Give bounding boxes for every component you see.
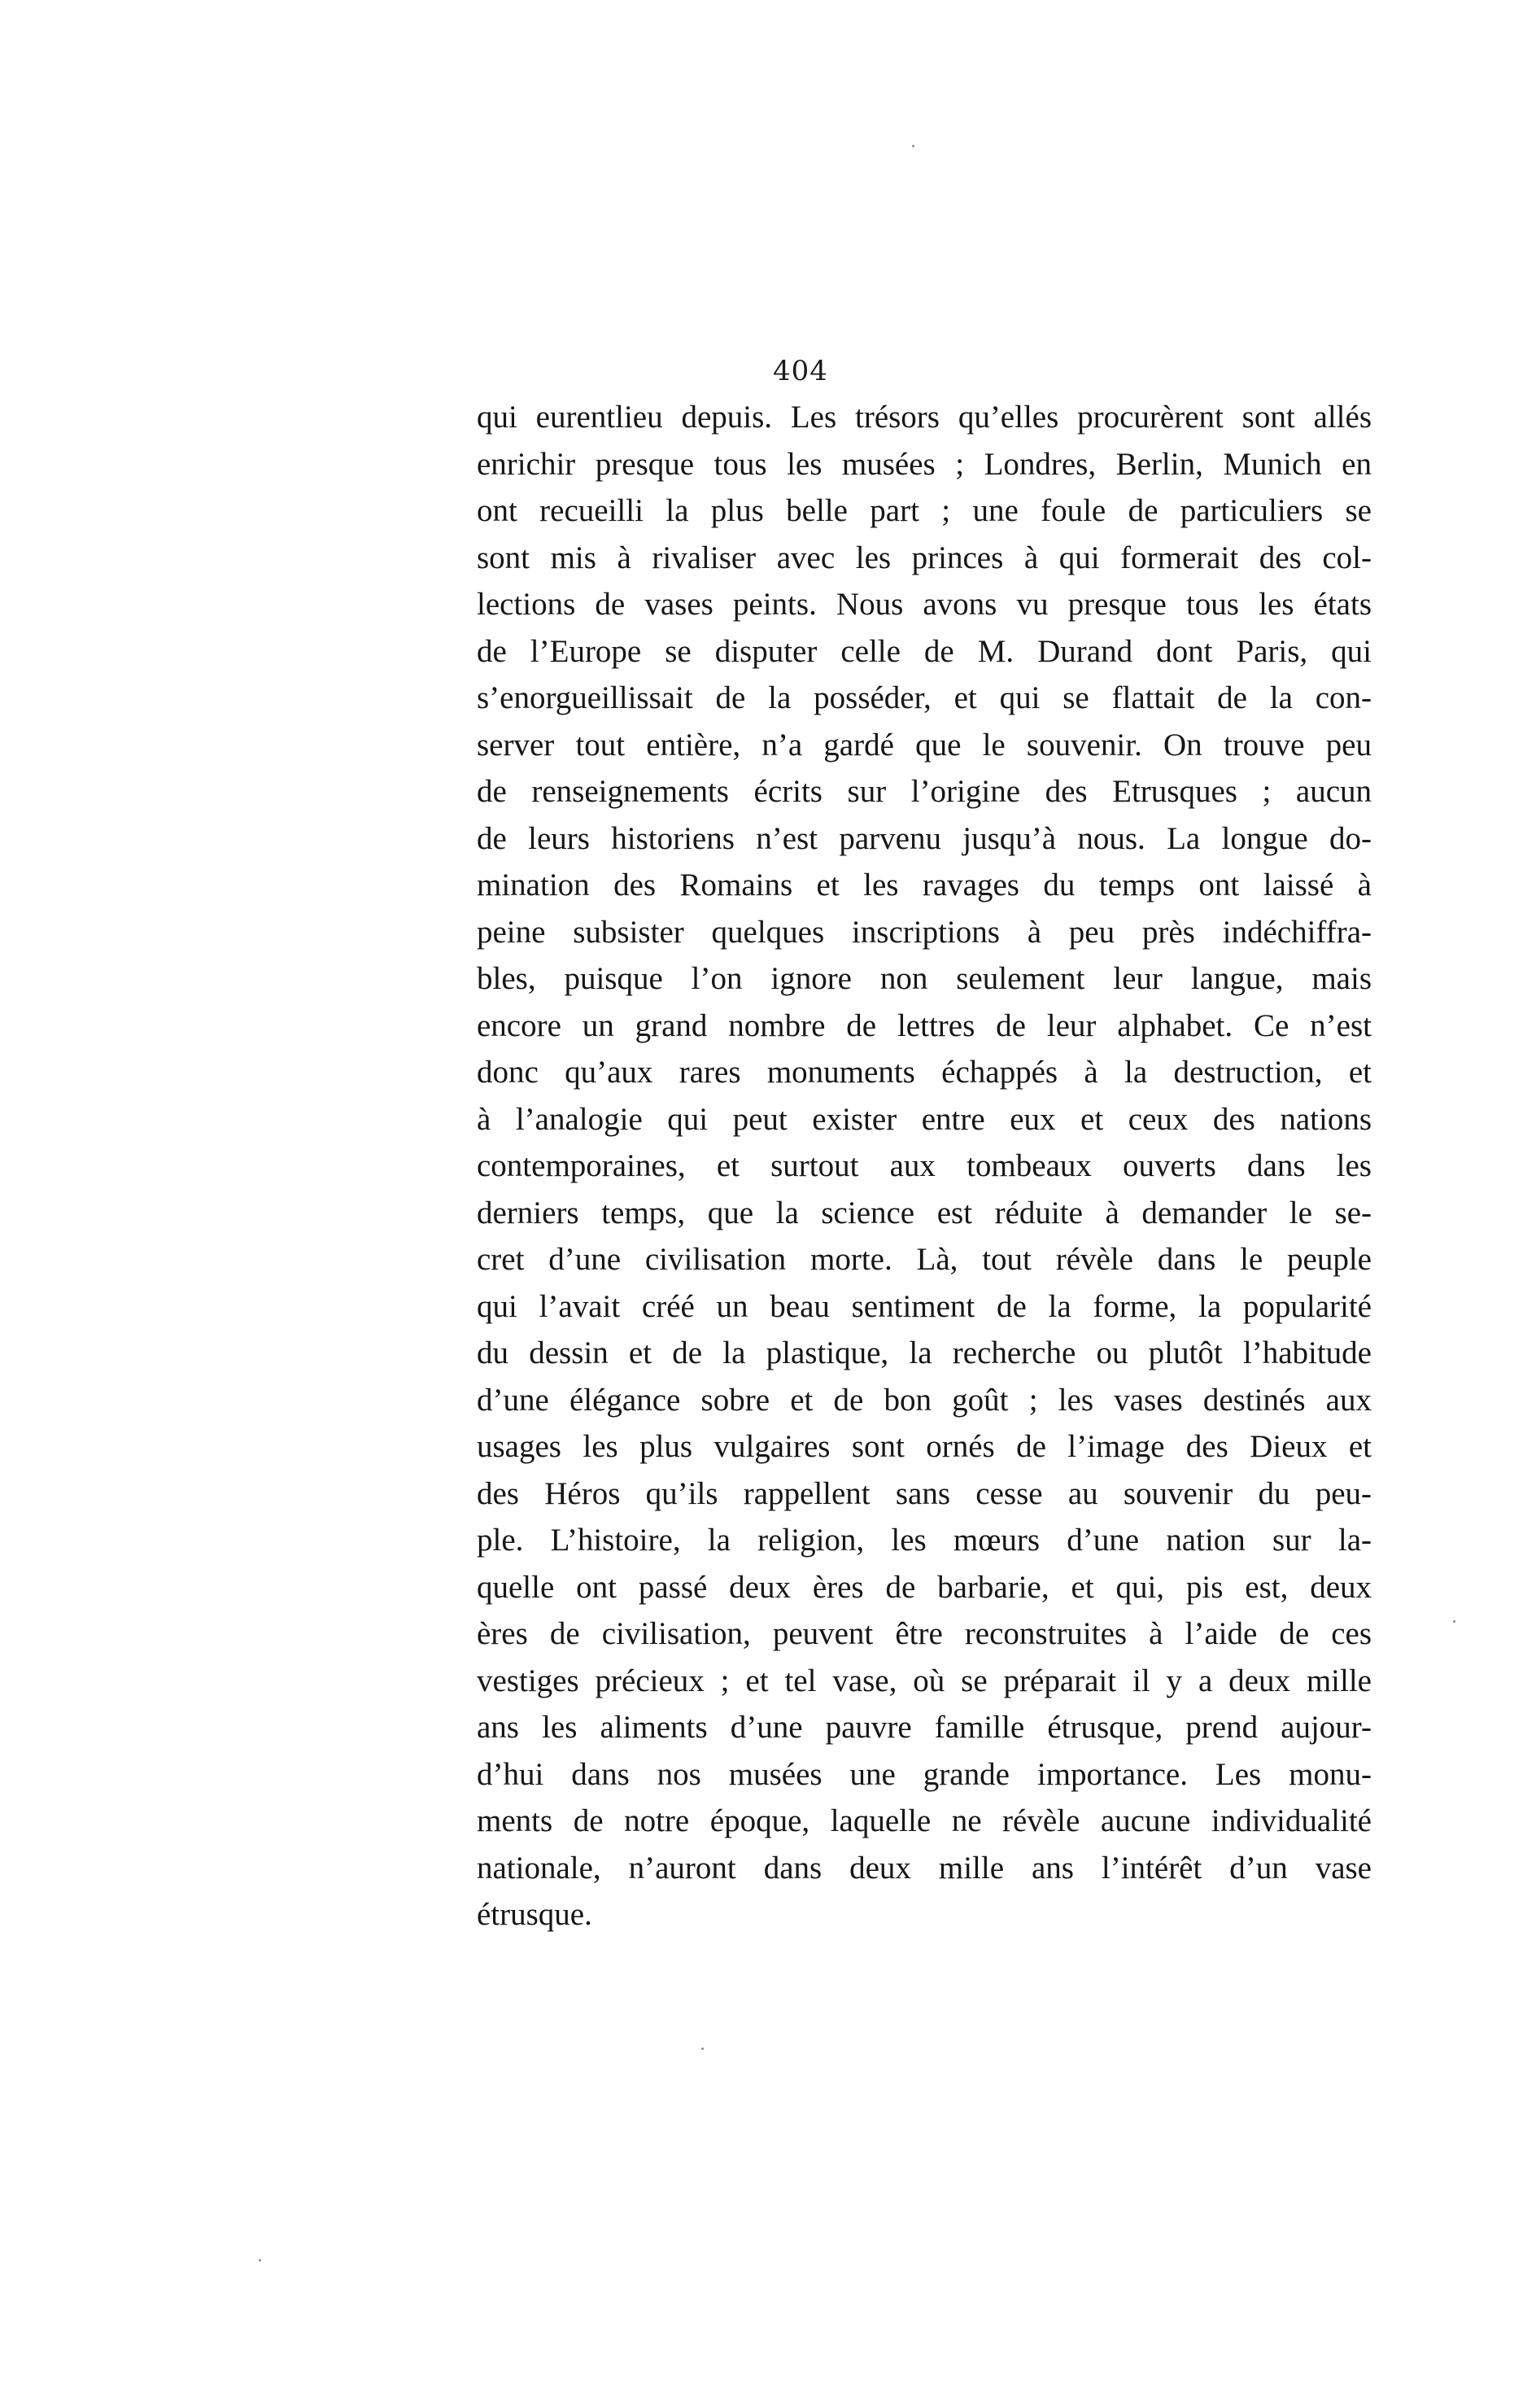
text-line: des Héros qu’ils rappellent sans cesse au souvenir du peu- [477,1475,1372,1511]
paper-speck [259,2259,261,2262]
text-line: sont mis à rivaliser avec les princes à qui formerait des col- [477,540,1372,575]
text-line: ères de civilisation, peuvent être reconstruites à l’aide de ces [477,1616,1372,1651]
text-line: ont recueilli la plus belle part ; une foule de particuliers se [477,493,1372,528]
text-line: derniers temps, que la science est réduite à demander le se- [477,1195,1372,1230]
text-line: qui eurentlieu depuis. Les trésors qu’elles procurèrent sont allés [477,400,1372,435]
text-line: server tout entière, n’a gardé que le souvenir. On trouve peu [477,727,1372,763]
text-line: de leurs historiens n’est parvenu jusqu’à nous. La longue do- [477,820,1372,856]
text-line: lections de vases peints. Nous avons vu presque tous les états [477,587,1372,622]
text-line: usages les plus vulgaires sont ornés de l’image des Dieux et [477,1429,1372,1464]
body-text [477,394,1372,1938]
text-line: vestiges précieux ; et tel vase, où se préparait il y a deux mille [477,1663,1372,1698]
text-line: s’enorgueillissait de la posséder, et qui se flattait de la con- [477,680,1372,715]
text-line: peine subsister quelques inscriptions à peu près indéchiffra- [477,914,1372,950]
text-line: cret d’une civilisation morte. Là, tout révèle dans le peuple [477,1242,1372,1277]
text-line: d’une élégance sobre et de bon goût ; les vases destinés aux [477,1382,1372,1418]
text-line: bles, puisque l’on ignore non seulement leur langue, mais [477,961,1372,996]
text-line: qui l’avait créé un beau sentiment de la forme, la popularité [477,1288,1372,1324]
text-line: mination des Romains et les ravages du temps ont laissé à [477,867,1372,902]
text-line: encore un grand nombre de lettres de leur alphabet. Ce n’est [477,1007,1372,1043]
text-line: ans les aliments d’une pauvre famille étrusque, prend aujour- [477,1710,1372,1745]
text-line: d’hui dans nos musées une grande importance. Les monu- [477,1756,1372,1792]
text-line: de l’Europe se disputer celle de M. Durand dont Paris, qui [477,633,1372,669]
text-line: quelle ont passé deux ères de barbarie, et qui, pis est, deux [477,1569,1372,1605]
paper-speck [1453,1620,1455,1623]
text-line: contemporaines, et surtout aux tombeaux ouverts dans les [477,1148,1372,1183]
text-line: nationale, n’auront dans deux mille ans l’intérêt d’un vase [477,1850,1372,1886]
paper-speck [912,145,914,147]
paper-speck [701,2047,704,2050]
text-line: étrusque. [477,1897,592,1932]
text-line: du dessin et de la plastique, la recherche ou plutôt l’habitude [477,1335,1372,1370]
text-line: ple. L’histoire, la religion, les mœurs d’une nation sur la- [477,1523,1372,1558]
text-line: enrichir presque tous les musées ; Londres, Berlin, Munich en [477,446,1372,482]
text-line: donc qu’aux rares monuments échappés à la destruction, et [477,1055,1372,1090]
text-line: à l’analogie qui peut exister entre eux et ceux des nations [477,1101,1372,1137]
text-line: de renseignements écrits sur l’origine des Etrusques ; aucun [477,774,1372,809]
page-number: 404 [773,355,828,387]
text-line: ments de notre époque, laquelle ne révèle aucune individualité [477,1803,1372,1838]
